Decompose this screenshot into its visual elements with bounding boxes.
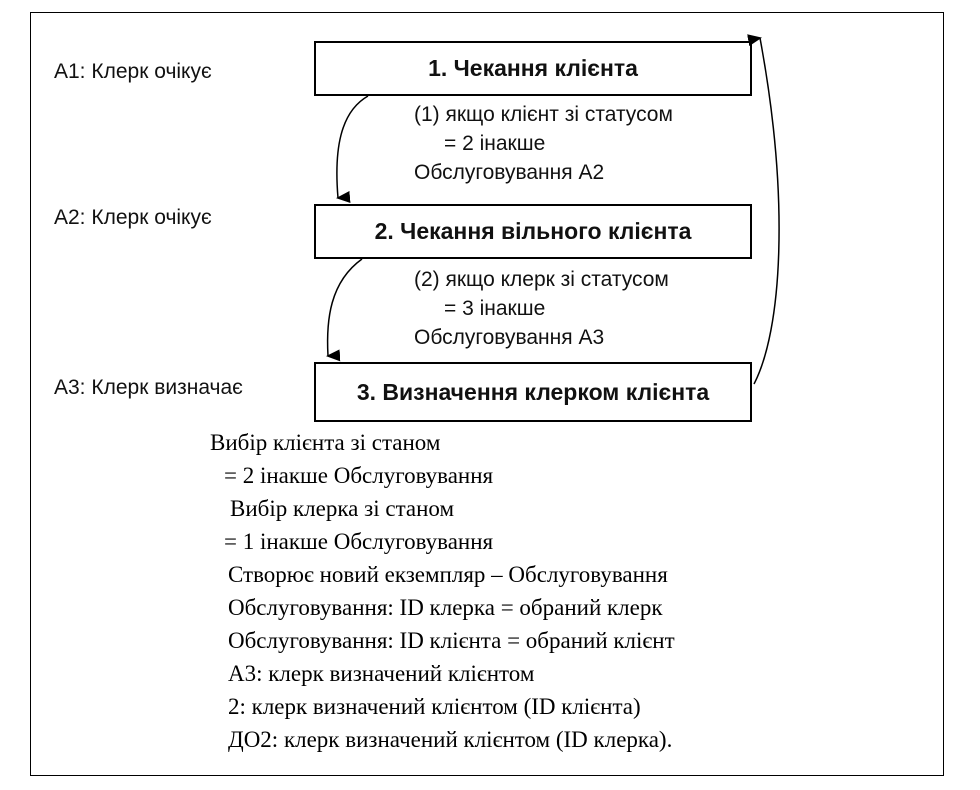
actor-label-a3: A3: Клерк визначає bbox=[54, 376, 243, 399]
condition-1-line-3: Обслуговування A2 bbox=[414, 161, 605, 184]
description-line: Обслуговування: ID клерка = обраний клерк bbox=[228, 595, 663, 620]
condition-2-line-3: Обслуговування A3 bbox=[414, 326, 605, 349]
description-line: = 1 інакше Обслуговування bbox=[224, 529, 494, 554]
actor-label-a1: A1: Клерк очікує bbox=[54, 60, 212, 83]
condition-1-line-2: = 2 інакше bbox=[444, 132, 546, 155]
condition-2-line-2: = 3 інакше bbox=[444, 297, 546, 320]
condition-2-line-1: (2) якщо клерк зі статусом bbox=[414, 268, 669, 291]
arrow-2-to-3 bbox=[328, 259, 362, 356]
actor-label-a2: A2: Клерк очікує bbox=[54, 206, 212, 229]
description-line: Вибір клієнта зі станом bbox=[210, 430, 441, 455]
description-line: 2: клерк визначений клієнтом (ID клієнта) bbox=[228, 694, 641, 719]
arrow-3-to-1 bbox=[754, 38, 779, 384]
state-box-2-label: 2. Чекання вільного клієнта bbox=[374, 218, 692, 244]
state-box-3-label: 3. Визначення клерком клієнта bbox=[356, 378, 710, 405]
description-line: ДО2: клерк визначений клієнтом (ID клерка). bbox=[228, 727, 673, 752]
description-line: Вибір клерка зі станом bbox=[230, 496, 455, 521]
description-line: Створює новий екземпляр – Обслуговування bbox=[228, 562, 668, 587]
arrow-1-to-2 bbox=[337, 96, 368, 198]
description-line: Обслуговування: ID клієнта = обраний клієнт bbox=[228, 628, 675, 653]
condition-1-line-1: (1) якщо клієнт зі статусом bbox=[414, 103, 673, 126]
state-box-1-label: 1. Чекання клієнта bbox=[428, 55, 638, 81]
description-line: A3: клерк визначений клієнтом bbox=[228, 661, 535, 686]
action-description bbox=[210, 426, 675, 756]
description-line: = 2 інакше Обслуговування bbox=[224, 463, 494, 488]
